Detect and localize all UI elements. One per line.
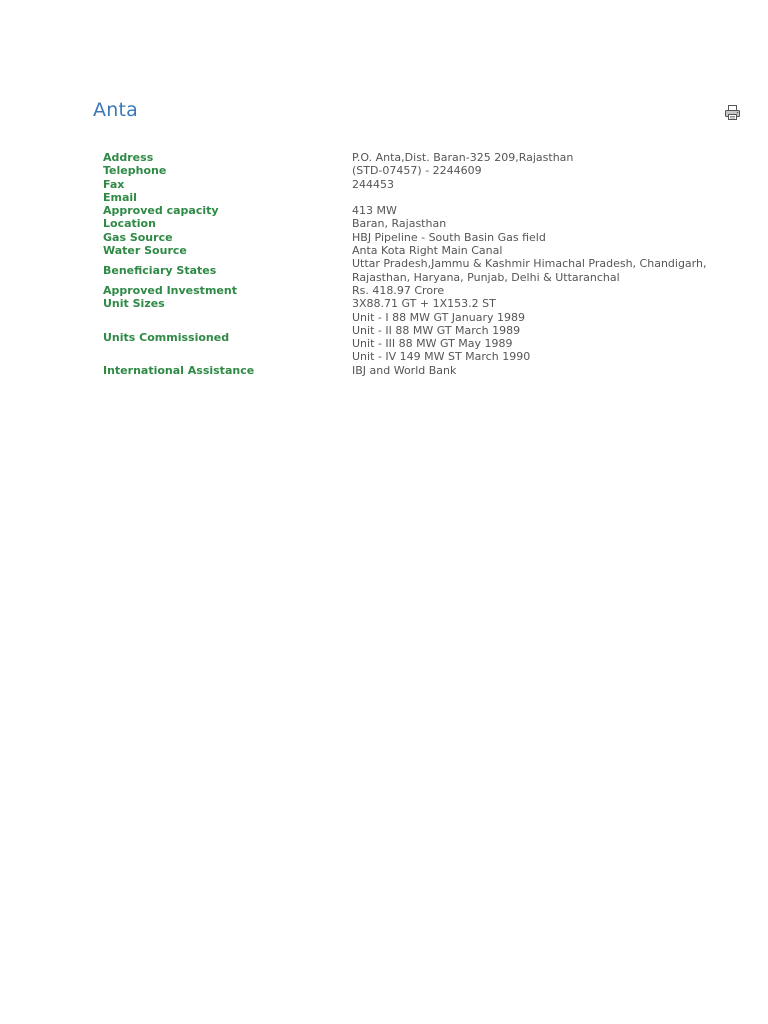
detail-row [103, 217, 723, 230]
detail-value [352, 217, 723, 230]
detail-value-line: 244453 [352, 177, 394, 191]
detail-label: Beneficiary States [103, 264, 217, 278]
detail-label: Approved Investment [103, 283, 237, 297]
detail-label: Address [103, 151, 154, 164]
detail-row [103, 257, 723, 284]
detail-value [352, 244, 723, 257]
detail-value-line [352, 191, 723, 204]
detail-value-line: P.O. Anta,Dist. Baran-325 209,Rajasthan [352, 151, 574, 164]
detail-value-line: Unit - I 88 MW GT January 1989 [352, 310, 525, 324]
detail-label: International Assistance [103, 363, 255, 377]
detail-value [352, 311, 723, 364]
detail-value [352, 231, 723, 244]
detail-label: Units Commissioned [103, 330, 230, 344]
detail-row [103, 178, 723, 191]
detail-value [352, 178, 723, 191]
detail-value-line: Rs. 418.97 Crore [352, 283, 445, 297]
detail-row [103, 284, 723, 297]
detail-value-line: Unit - II 88 MW GT March 1989 [352, 323, 521, 337]
detail-row [103, 164, 723, 177]
detail-label: Unit Sizes [103, 297, 165, 311]
detail-row [103, 297, 723, 310]
detail-value [352, 364, 723, 377]
detail-value [352, 257, 723, 284]
detail-row [103, 244, 723, 257]
detail-value-line: Uttar Pradesh,Jammu & Kashmir Himachal Pradesh, Chandigarh, [352, 257, 707, 271]
detail-value [352, 204, 723, 217]
detail-label: Approved capacity [103, 204, 219, 218]
detail-label: Location [103, 217, 156, 231]
detail-label: Water Source [103, 244, 187, 258]
detail-row [103, 151, 723, 164]
detail-value [352, 297, 723, 310]
detail-label: Email [103, 190, 137, 204]
detail-value-line: Baran, Rajasthan [352, 217, 447, 231]
page-title: Anta [93, 99, 138, 121]
detail-row [103, 364, 723, 377]
detail-value [352, 284, 723, 297]
detail-value-line: Unit - III 88 MW GT May 1989 [352, 337, 513, 351]
detail-value-line: 3X88.71 GT + 1X153.2 ST [352, 297, 496, 311]
detail-row [103, 311, 723, 364]
detail-row [103, 191, 723, 204]
detail-value-line: Anta Kota Right Main Canal [352, 244, 503, 258]
detail-value-line: IBJ and World Bank [352, 363, 457, 377]
detail-label: Gas Source [103, 230, 173, 244]
detail-value-line: 413 MW [352, 204, 397, 218]
detail-value-line: Rajasthan, Haryana, Punjab, Delhi & Uttaranchal [352, 270, 620, 284]
detail-value [352, 151, 723, 164]
detail-value-line: HBJ Pipeline - South Basin Gas field [352, 230, 546, 244]
detail-label: Fax [103, 177, 125, 191]
detail-value-line: Unit - IV 149 MW ST March 1990 [352, 350, 531, 364]
detail-value [352, 164, 723, 177]
detail-row [103, 204, 723, 217]
plant-details-table [103, 151, 723, 377]
detail-value [352, 191, 723, 204]
detail-value-line: (STD-07457) - 2244609 [352, 164, 482, 178]
detail-label: Telephone [103, 164, 167, 178]
detail-row [103, 231, 723, 244]
printer-icon[interactable] [724, 104, 741, 121]
